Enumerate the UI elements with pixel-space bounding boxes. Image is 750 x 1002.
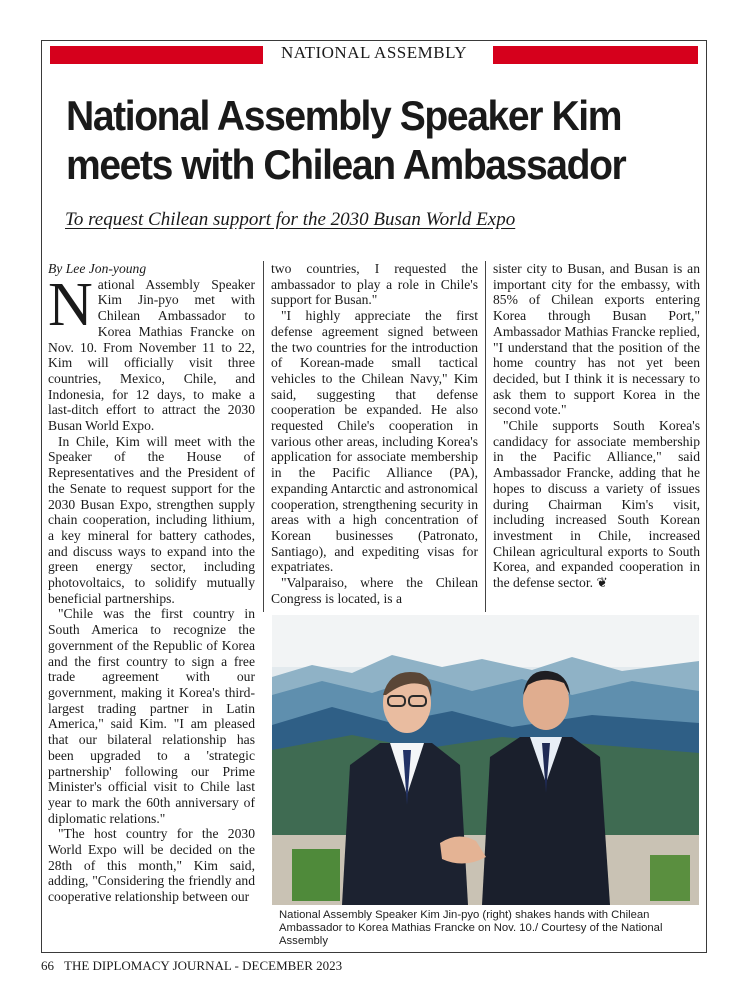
paragraph: National Assembly Speaker Kim Jin-pyo met with Chilean Ambassador to Korea Mathias Francke on Nov. 10. From November 11 to 22, Kim will officially visit three countries, Mexico, Chile, and Indonesia, for 12 days, to make a last-ditch effort to attract the 2030 Busan World Expo. [48,270,255,434]
byline: By Lee Jon-young [48,261,147,276]
paragraph: "Chile was the first country in South America to recognize the government of the Republic of Korea and the first country to sign a free trade agreement with our government, making it Korea's third-largest trading partner in Latin America," said Kim. "I am pleased that our bilateral relationship has been upgraded to a 'strategic partnership' following our Prime Minister's official visit to Chile last year to mark the 60th anniversary of diplomatic relations." [48,606,255,826]
paragraph: In Chile, Kim will meet with the Speaker of the House of Representatives and the President of the Senate to request support for the 2030 Busan Expo, strengthen supply chain cooperation, including lithium, a key mineral for battery cathodes, and discuss ways to expand into the green energy sector, including photovoltaics, to solidify mutually beneficial partnerships. [48,433,255,606]
column-rule [263,261,264,612]
column-rule [485,261,486,612]
handshake-photo-icon [272,615,699,905]
paragraph: "Valparaiso, where the Chilean Congress is located, is a [271,575,478,606]
photo-caption: National Assembly Speaker Kim Jin-pyo (right) shakes hands with Chilean Ambassador to Korea Mathias Francke on Nov. 10./ Courtesy of the National Assembly [279,909,663,947]
page-footer [41,958,352,974]
article-photo [272,615,699,905]
paragraph: "Chile supports South Korea's candidacy for associate membership in the Pacific Alliance," said Ambassador Francke, adding that he hopes to discuss a variety of issues during Chairman Kim's visit, including increased South Korean investment in Chile, increased Chilean agricultural exports to South Korea, and expanded cooperation in the defense sector. ❦ [493,418,700,591]
drop-cap: N [48,270,93,339]
page-number: 66 [41,958,54,973]
section-label: NATIONAL ASSEMBLY [280,43,468,62]
publication-name: THE DIPLOMACY JOURNAL - DECEMBER 2023 [64,958,343,973]
paragraph: "The host country for the 2030 World Expo will be decided on the 28th of this month," Kim said, adding, "Considering the friendly and cooperative relationship between our [48,826,255,905]
paragraph: sister city to Busan, and Busan is an important city for the embassy, with 85% of Chilean exports entering Korea through Busan Port," Ambassador Mathias Francke replied, "I understand that the position of the home country has not yet been decided, but I think it is necessary to ask them to support Korea in the second vote." [493,261,700,418]
subheadline: To request Chilean support for the 2030 Busan World Expo [65,209,516,230]
end-mark-icon: ❦ [596,575,608,591]
headline: National Assembly Speaker Kim meets with Chilean Ambassador [66,92,626,188]
paragraph: two countries, I requested the ambassador to play a role in Chile's support for Busan." [271,261,478,308]
column-1 [48,261,255,905]
article-frame [41,40,707,953]
column-3 [493,261,700,591]
paragraph: "I highly appreciate the first defense agreement signed between the two countries for the introduction of Korean-made small tactical vehicles to the Chilean Navy," Kim said, suggesting that defense cooperation be expanded. He also requested Chile's cooperation in various other areas, including Korea's application for associate membership in the Pacific Alliance (PA), expanding Antarctic and astronomical cooperation, strengthening security in areas with a high concentration of Korean businesses (Patronato, Santiago), and expediting visas for expatriates. [271,308,478,575]
column-2 [271,261,478,606]
